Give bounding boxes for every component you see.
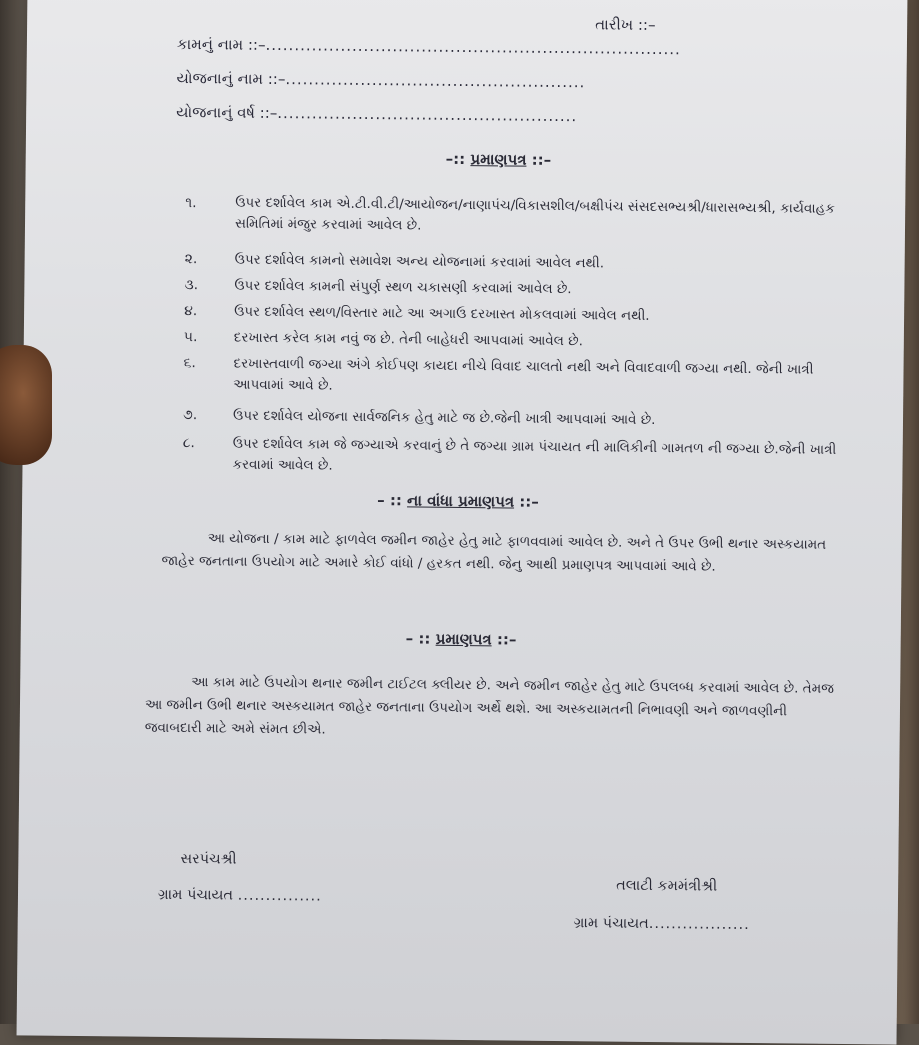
noc-title: – :: ના વાંધા પ્રમાણપત્ર ::– xyxy=(377,491,539,511)
work-name-field xyxy=(177,35,681,58)
item-number: ૨. xyxy=(184,251,198,268)
item-number: ૬. xyxy=(183,355,196,372)
item-number: ૮. xyxy=(182,435,195,452)
scheme-name-label: યોજનાનું નામ ::– xyxy=(176,68,286,89)
certificate-title: –:: પ્રમાણપત્ર ::– xyxy=(445,149,552,169)
date-field xyxy=(595,15,656,34)
talati-title: તલાટી કમમંત્રીશ્રી xyxy=(616,877,718,895)
scheme-name-blank: .................................................... xyxy=(285,70,586,92)
scheme-year-label: યોજનાનું વર્ષ ::– xyxy=(176,102,278,123)
item-number: ૫. xyxy=(183,329,198,346)
sarpanch-blank: ............... xyxy=(237,887,322,905)
certificate-title-text: પ્રમાણપત્ર xyxy=(470,150,527,169)
item-number: ૧. xyxy=(185,195,197,212)
document-page xyxy=(17,0,908,1045)
scheme-name-field xyxy=(176,69,585,91)
list-item: ઉપર દર્શાવેલ સ્થળ/વિસ્તાર માટે આ અગાઉ દરખાસ્ત મોકલવામાં આવેલ નથી. xyxy=(234,303,650,324)
scheme-year-field xyxy=(176,103,577,125)
sarpanch-title: સરપંચશ્રી xyxy=(180,851,237,868)
noc-paragraph: આ યોજના / કામ માટે ફાળવેલ જમીન જાહેર હેતુ માટે ફાળવવામાં આવેલ છે. અને તે ઉપર ઉભી થનાર અસ્કયામત જાહેર જનતાના ઉપયોગ માટે અમારે કોઈ વાંધો / હરકત નથી. જેનુ આથી પ્રમાણપત્ર આપવામાં આવે છે. xyxy=(161,530,827,575)
list-item: ઉપર દર્શાવેલ યોજના સાર્વજનિક હેતુ માટે જ છે.જેની ખાત્રી આપવામાં આવે છે. xyxy=(232,407,656,429)
talati-org: ગ્રામ પંચાયત.................. xyxy=(573,915,750,934)
list-item: દરખાસ્ત કરેલ કામ નવું જ છે. તેની બાહેધરી આપવામાં આવેલ છે. xyxy=(233,329,584,350)
list-item: ઉપર દર્શાવેલ કામની સંપુર્ણ સ્થળ ચકાસણી કરવામાં આવેલ છે. xyxy=(234,277,572,298)
noc-title-text: ના વાંધા પ્રમાણપત્ર xyxy=(407,491,515,511)
item-number: ૪. xyxy=(184,303,198,320)
certificate2-title: – :: પ્રમાણપત્ર ::– xyxy=(405,629,517,649)
thumb-image xyxy=(0,345,52,465)
list-item: દરખાસ્તવાળી જગ્યા અંગે કોઈપણ કાયદા નીચે વિવાદ ચાલતો નથી અને વિવાદવાળી જગ્યા નથી. જેની ખાત્રી આપવામાં આવે છે. xyxy=(233,355,814,394)
scheme-year-blank: .................................................... xyxy=(277,104,578,126)
work-name-label: કામનું નામ ::– xyxy=(176,34,266,54)
certificate2-title-text: પ્રમાણપત્ર xyxy=(435,629,492,649)
certificate2-paragraph: આ કામ માટે ઉપયોગ થનાર જમીન ટાઈટલ ક્લીયર છે. અને જમીન જાહેર હેતુ માટે ઉપલબ્ધ કરવામાં આવેલ છે. તેમજ આ જમીન ઉભી થનાર અસ્કયામત જાહેર જનતાના ઉપયોગ અર્થે થશે. આ અસ્કયામતની નિભાવણી અને જાળવણીની જવાબદારી માટે અમે સંમત છીએ. xyxy=(144,674,835,738)
list-item: ઉપર દર્શાવેલ કામ જે જગ્યાએ કરવાનું છે તે જગ્યા ગ્રામ પંચાયત ની માલિકીની ગામતળ ની જગ્યા છે.જેની ખાત્રી કરવામાં આવેલ છે. xyxy=(232,435,837,474)
date-label: તારીખ ::– xyxy=(595,15,656,34)
item-number: ૩. xyxy=(184,277,199,294)
talati-blank: .................. xyxy=(648,915,750,934)
list-item: ઉપર દર્શાવેલ કામ એ.ટી.વી.ટી/આયોજન/નાણાપંચ/વિકાસશીલ/બક્ષીપંચ સંસદસભ્યશ્રી/ધારાસભ્યશ્રી, કાર્યવાહક સમિતિમાં મંજુર કરવામાં આવેલ છે. xyxy=(234,194,835,234)
list-item: ઉપર દર્શાવેલ કામનો સમાવેશ અન્ય યોજનામાં કરવામાં આવેલ નથી. xyxy=(234,251,605,272)
sarpanch-org: ગ્રામ પંચાયત ............... xyxy=(157,886,322,905)
work-name-blank: ........................................................................ xyxy=(265,35,681,59)
item-number: ૭. xyxy=(182,407,198,424)
